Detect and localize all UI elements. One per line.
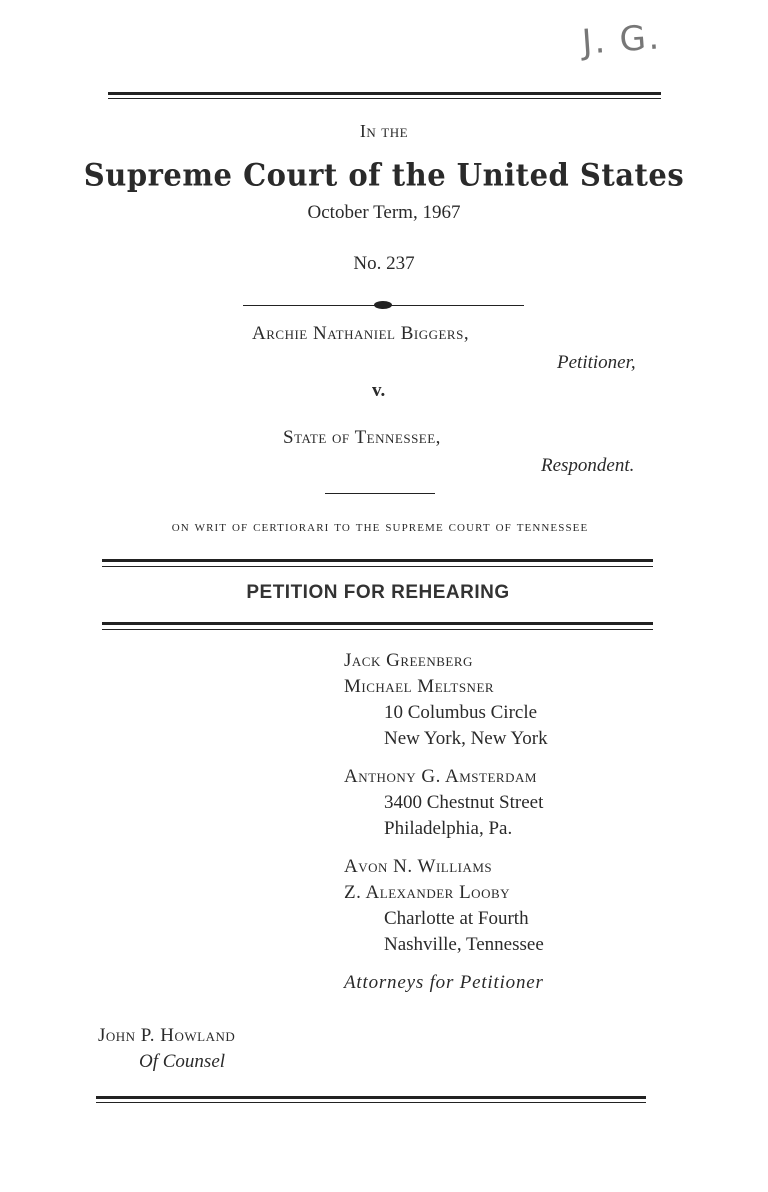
writ-line: on writ of certiorari to the supreme court of tennessee: [171, 519, 589, 535]
rule-ornament: [374, 301, 392, 309]
petitioner-name: Archie Nathaniel Biggers,: [252, 323, 470, 344]
respondent-name: State of Tennessee,: [283, 427, 441, 448]
attorney-name: Anthony G. Amsterdam: [344, 766, 537, 787]
bottom-double-rule: [96, 1096, 646, 1099]
document-title: PETITION FOR REHEARING: [246, 582, 510, 603]
petitioner-role: Petitioner,: [557, 352, 636, 373]
attorney-address: Philadelphia, Pa.: [384, 818, 513, 839]
top-double-rule: [108, 92, 661, 95]
counsel-name: John P. Howland: [98, 1025, 236, 1046]
title-upper-rule: [102, 559, 653, 562]
counsel-role: Of Counsel: [139, 1051, 226, 1072]
short-rule: [325, 493, 435, 494]
attorney-name: Z. Alexander Looby: [344, 882, 511, 903]
attorney-name: Avon N. Williams: [344, 856, 493, 877]
attorney-address: 3400 Chestnut Street: [384, 792, 544, 813]
attorney-address: 10 Columbus Circle: [384, 702, 538, 723]
attorney-name: Jack Greenberg: [344, 650, 473, 671]
attorney-name: Michael Meltsner: [344, 676, 495, 697]
attorney-address: Nashville, Tennessee: [384, 934, 544, 955]
term-line: October Term, 1967: [307, 202, 461, 223]
title-lower-rule: [102, 622, 653, 625]
attorney-address: Charlotte at Fourth: [384, 908, 529, 929]
attorney-block: [344, 648, 548, 996]
handwritten-initials: J. G.: [580, 17, 663, 63]
in-the-label: In the: [359, 121, 409, 141]
attorneys-for: Attorneys for Petitioner: [344, 972, 544, 993]
versus: v.: [372, 380, 386, 401]
respondent-role: Respondent.: [541, 455, 635, 476]
court-name: Supreme Court of the United States: [83, 157, 685, 193]
docket-number: No. 237: [353, 253, 415, 274]
attorney-address: New York, New York: [384, 728, 548, 749]
